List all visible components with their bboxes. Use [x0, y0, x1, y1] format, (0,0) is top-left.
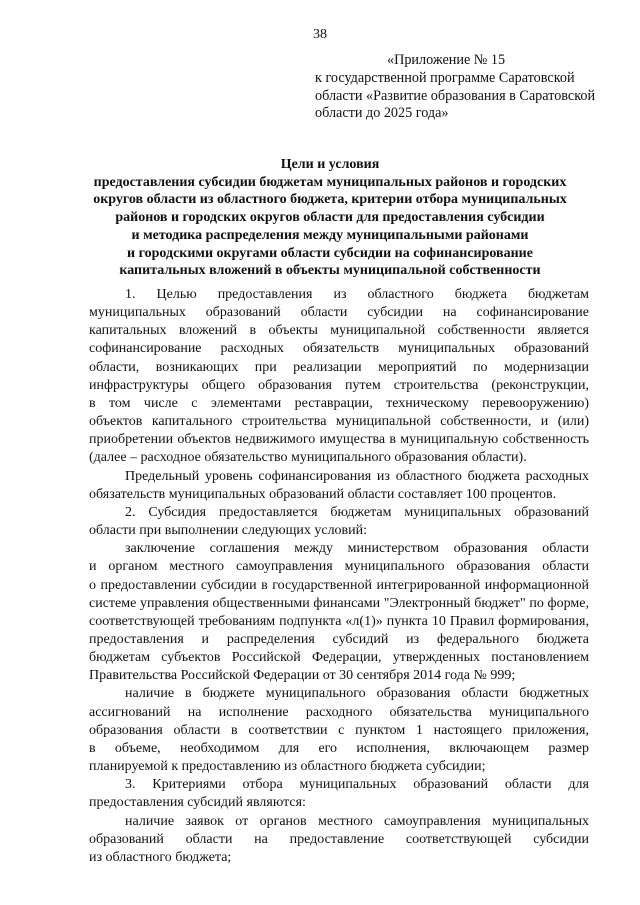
document-title: [70, 156, 590, 280]
body-line: обязательств муниципальных образований области составляет 100 процентов.: [89, 486, 557, 502]
title-line: и методика распределения между муниципальными районами: [131, 227, 529, 243]
body-line: соответствующей требованиям подпункта «л(1)» пункта 10 Правил формирования,: [89, 613, 589, 629]
title-line: районов и городских округов области для предоставления субсидии: [115, 210, 545, 226]
body-line: заключение соглашения между министерством образования области: [125, 541, 589, 557]
body-line: ассигнований на исполнение расходного обязательства муниципального: [89, 704, 589, 720]
body-line: образования области в соответствии с пунктом 1 настоящего приложения,: [89, 722, 589, 738]
body-line: объектов капитального строительства муниципальной собственности, и (или): [89, 414, 589, 430]
body-line: софинансирование расходных обязательств муниципальных образований: [89, 341, 589, 357]
body-line: в объеме, необходимом для его исполнения, включающем размер: [89, 740, 589, 756]
body-line: 1. Целью предоставления из областного бюджета бюджетам: [125, 287, 589, 302]
title-line: Цели и условия: [280, 157, 380, 172]
body-line: капитальных вложений в объекты муниципальной собственности является: [89, 323, 589, 339]
body-line: о предоставлении субсидии в государственной интегрированной информационной: [89, 577, 589, 593]
body-line: наличие заявок от органов местного самоуправления муниципальных: [125, 813, 589, 829]
body-line: из областного бюджета;: [89, 849, 232, 865]
body-line: области, возникающих при реализации мероприятий по модернизации: [89, 359, 589, 375]
body-line: системе управления общественными финансами "Электронный бюджет" по форме,: [89, 595, 589, 611]
body-line: планируемой к предоставлению из областного бюджета субсидии;: [89, 759, 486, 775]
title-line: округов области из областного бюджета, критерии отбора муниципальных: [93, 192, 567, 208]
body-line: инфраструктуры общего образования путем строительства (реконструкции,: [89, 377, 589, 393]
document-body: [89, 286, 589, 867]
body-line: 2. Субсидия предоставляется бюджетам муниципальных образований: [125, 504, 589, 520]
appendix-line: области до 2025 года»: [315, 105, 449, 122]
body-line: муниципальных образований области субсидии на софинансирование: [89, 305, 589, 321]
body-line: 3. Критериями отбора муниципальных образований области для: [125, 777, 589, 793]
appendix-line: области «Развитие образования в Саратовской: [315, 87, 596, 104]
title-line: капитальных вложений в объекты муниципальной собственности: [119, 263, 541, 279]
body-line: предоставления субсидий являются:: [89, 795, 306, 811]
body-line: образований области на предоставление соответствующей субсидии: [89, 831, 589, 847]
body-line: предоставления и распределения субсидий из федерального бюджета: [89, 631, 589, 647]
page-number: 38: [313, 27, 327, 42]
appendix-line: к государственной программе Саратовской: [315, 69, 575, 86]
body-line: Правительства Российской Федерации от 30 сентября 2014 года № 999;: [89, 668, 516, 684]
body-line: бюджетам субъектов Российской Федерации, утвержденных постановлением: [89, 650, 589, 666]
body-line: и органом местного самоуправления муниципального образования области: [89, 559, 589, 575]
appendix-line: «Приложение № 15: [387, 52, 506, 68]
body-line: наличие в бюджете муниципального образования области бюджетных: [125, 686, 589, 702]
body-line: (далее – расходное обязательство муниципального образования области).: [89, 450, 527, 466]
title-line: и городскими округами области субсидии на софинансирование: [127, 245, 533, 261]
body-line: в том числе с элементами реставрации, техническому перевооружению): [89, 395, 589, 411]
body-line: области при выполнении следующих условий:: [89, 523, 368, 539]
body-line: Предельный уровень софинансирования из областного бюджета расходных: [125, 468, 589, 484]
title-line: предоставления субсидии бюджетам муниципальных районов и городских: [93, 174, 567, 190]
appendix-reference: [315, 52, 615, 123]
body-line: приобретении объектов недвижимого имущества в муниципальную собственность: [89, 432, 589, 448]
